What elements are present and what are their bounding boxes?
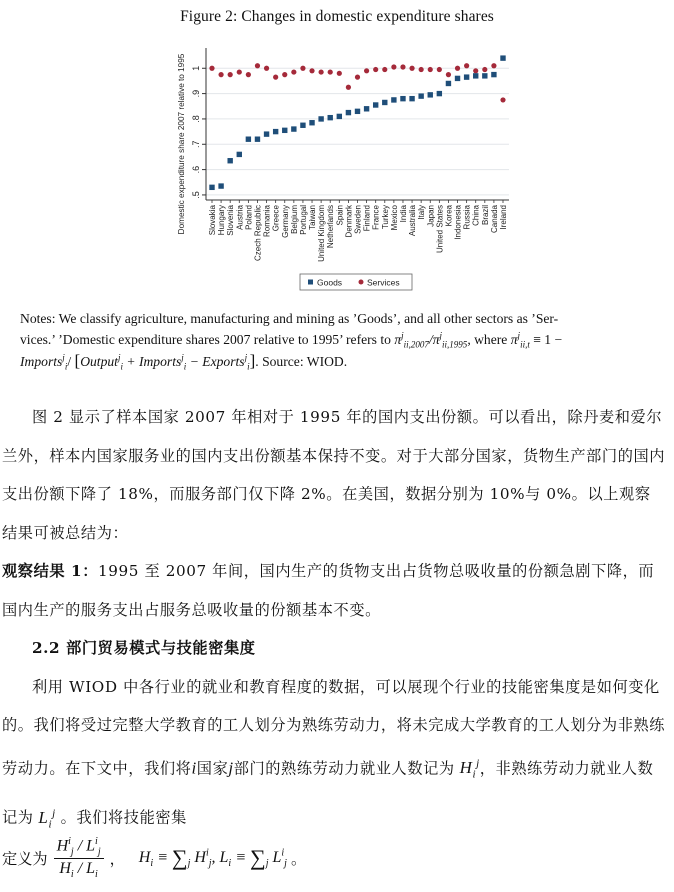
x-tick-label: Brazil xyxy=(480,205,490,226)
x-tick-label: Spain xyxy=(335,205,345,226)
services-point xyxy=(319,69,324,74)
goods-point xyxy=(418,93,423,98)
x-tick-label: Ireland xyxy=(499,205,508,230)
notes-minus-exports: − Exports xyxy=(189,354,245,369)
formula-suffix: 。 xyxy=(290,849,307,868)
services-point xyxy=(428,67,433,72)
figure-title: Figure 2: Changes in domestic expenditure shares xyxy=(180,8,494,25)
goods-point xyxy=(246,137,251,142)
services-point xyxy=(209,66,214,71)
x-tick-label: Australia xyxy=(408,205,418,237)
services-point xyxy=(346,85,351,90)
scatter-chart xyxy=(170,40,515,300)
y-tick-label: .6 xyxy=(191,165,201,174)
goods-point xyxy=(473,73,478,78)
goods-point xyxy=(227,158,232,163)
goods-point xyxy=(209,185,214,190)
x-tick-label: Slovakia xyxy=(208,205,217,236)
x-tick-label: Austria xyxy=(235,205,245,230)
goods-point xyxy=(346,110,351,115)
goods-point xyxy=(373,102,378,107)
notes-line-1: Notes: We classify agriculture, manufacturing and mining as ’Goods’, and all other sectors as ’Ser- xyxy=(20,311,559,326)
goods-point xyxy=(446,81,451,86)
x-tick-label: Mexico xyxy=(389,205,399,231)
x-tick-label: Slovenia xyxy=(226,205,236,236)
services-point xyxy=(337,71,342,76)
x-tick-label: Portugal xyxy=(298,205,308,235)
services-point xyxy=(437,67,442,72)
goods-point xyxy=(255,137,260,142)
x-tick-label: Netherlands xyxy=(326,205,336,249)
services-point xyxy=(282,72,287,77)
goods-point xyxy=(264,131,269,136)
services-point xyxy=(364,68,369,73)
skill-intensity-formula: 定义为 $\frac{H^i_j / L^i_j}{H_i / L_i}$ ， $H_i \equiv \sum_j$ $H^i_j$, $L_i \equiv \sum_j$ $L^i_j$ 。 xyxy=(2,835,307,881)
goods-point xyxy=(428,92,433,97)
services-point xyxy=(455,66,460,71)
goods-point xyxy=(337,114,342,119)
x-tick-label: Hungary xyxy=(217,205,227,236)
notes-source: . Source: WIOD. xyxy=(255,354,348,369)
x-tick-label: Taiwan xyxy=(308,205,318,230)
services-point xyxy=(482,67,487,72)
services-point xyxy=(391,64,396,69)
services-point xyxy=(491,63,496,68)
goods-point xyxy=(409,96,414,101)
goods-point xyxy=(309,120,314,125)
x-tick-label: Sweden xyxy=(353,205,363,234)
plot-area xyxy=(206,48,509,200)
x-tick-label: France xyxy=(371,205,381,230)
services-point xyxy=(273,75,278,80)
x-tick-label: Italy xyxy=(417,205,427,220)
notes-line-2c: ≡ 1 − xyxy=(533,332,563,347)
observation-1 xyxy=(2,552,666,629)
figure-notes: Notes: We classify agriculture, manufacturing and mining as ’Goods’, and all other sectors as ’Ser- vices.’ ’Domestic expenditure shares 2007 relative to 1995’ refers to $\pi^j_{ii,2007}/\pi^j_{ii,1995}$, where $\pi^j_{ii,t} \equiv 1$ − Imports$^j_i$/ [Output$^j_i$ + Imports$^j_i$ − Exports$^j_i$]. Source: WIOD. xyxy=(20,311,563,372)
legend-goods-label: Goods xyxy=(317,277,343,288)
notes-plus-imports: + Imports xyxy=(126,354,182,369)
goods-point xyxy=(273,129,278,134)
x-tick-label: United States xyxy=(435,205,445,254)
services-point xyxy=(328,69,333,74)
legend-services-label: Services xyxy=(367,277,400,288)
formula-sums: $H_i \equiv \sum_j$ $H^i_j$, $L_i \equiv \sum_j$ $L^i_j$ xyxy=(138,845,287,870)
notes-line-2b: , where xyxy=(467,332,508,347)
observation-label: 观察结果 1： xyxy=(2,562,98,580)
x-tick-label: Belgium xyxy=(289,205,299,234)
services-point xyxy=(291,69,296,74)
formula-fraction: $\frac{H^i_j / L^i_j}{H_i / L_i}$ xyxy=(54,836,104,881)
goods-point xyxy=(291,126,296,131)
x-tick-label: Canada xyxy=(489,205,499,234)
services-point xyxy=(246,72,251,77)
x-tick-label: Indonesia xyxy=(453,205,463,240)
goods-point xyxy=(318,116,323,121)
goods-point xyxy=(328,115,333,120)
paragraph-2: 利用 WIOD 中各行业的就业和教育程度的数据，可以展现个行业的技能密集度是如何变化的。我们将受过完整大学教育的工人划分为熟练劳动力，将未完成大学教育的工人划分为非熟练劳动力。在下文中，我们将i国家j部门的熟练劳动力就业人数记为 $H_i^j$，非熟练劳动力就业人数记为 $L_i^j$ 。我们将技能密集 xyxy=(2,677,666,831)
services-point xyxy=(446,72,451,77)
legend-goods-marker xyxy=(308,280,313,285)
observation-text: 1995 至 2007 年间，国内生产的货物支出占货物总吸收量的份额急剧下降，而国内生产的服务支出占服务总吸收量的份额基本不变。 xyxy=(2,562,655,619)
notes-imports: Imports xyxy=(20,354,63,369)
services-point xyxy=(309,68,314,73)
services-point xyxy=(255,63,260,68)
x-tick-label: Korea xyxy=(444,205,454,227)
services-point xyxy=(400,64,405,69)
section-heading: 2.2 部门贸易模式与技能密集度 xyxy=(32,639,256,657)
goods-point xyxy=(355,109,360,114)
formula-prefix: 定义为 xyxy=(2,849,48,868)
x-tick-label: United Kingdom xyxy=(317,205,327,262)
x-tick-label: Japan xyxy=(426,205,436,227)
services-point xyxy=(373,67,378,72)
paragraph-1: 图 2 显示了样本国家 2007 年相对于 1995 年的国内支出份额。可以看出，除丹麦和爱尔兰外，样本内国家服务业的国内支出份额基本保持不变。对于大部分国家，货物生产部门的国内支出份额下降了 18%，而服务部门仅下降 2%。在美国，数据分别为 10%与 0%。以上观察结果可被总结为： xyxy=(2,408,666,542)
y-tick-label: 1 xyxy=(191,65,201,71)
goods-point xyxy=(491,72,496,77)
body-text xyxy=(2,398,666,844)
x-tick-label: Czech Republic xyxy=(253,205,263,262)
goods-point xyxy=(391,97,396,102)
notes-line-2a: vices.’ ’Domestic expenditure shares 2007 relative to 1995’ refers to xyxy=(20,332,391,347)
goods-point xyxy=(300,123,305,128)
y-tick-label: .5 xyxy=(191,191,201,199)
services-point xyxy=(409,66,414,71)
x-tick-label: China xyxy=(471,205,481,226)
x-tick-label: Finland xyxy=(362,205,372,232)
services-point xyxy=(500,97,505,102)
x-tick-label: Romania xyxy=(262,205,272,238)
x-tick-label: Russia xyxy=(462,205,472,230)
y-tick-label: .8 xyxy=(191,115,201,123)
goods-point xyxy=(364,106,369,111)
goods-point xyxy=(400,96,405,101)
services-point xyxy=(473,68,478,73)
legend-services-marker xyxy=(359,280,364,285)
services-point xyxy=(300,66,305,71)
services-point xyxy=(218,72,223,77)
y-tick-label: .9 xyxy=(191,89,201,98)
x-tick-label: India xyxy=(398,205,408,223)
x-tick-label: Poland xyxy=(244,205,254,230)
goods-point xyxy=(218,183,223,188)
notes-output: Output xyxy=(80,354,118,369)
services-point xyxy=(464,63,469,68)
goods-point xyxy=(382,100,387,105)
x-tick-label: Denmark xyxy=(344,205,354,238)
services-point xyxy=(355,75,360,80)
goods-point xyxy=(482,73,487,78)
x-tick-label: Turkey xyxy=(380,205,390,230)
goods-point xyxy=(237,152,242,157)
goods-point xyxy=(282,128,287,133)
services-point xyxy=(237,69,242,74)
services-point xyxy=(382,67,387,72)
x-tick-label: Greece xyxy=(271,205,281,232)
goods-point xyxy=(464,74,469,79)
x-tick-label: Germany xyxy=(280,205,290,238)
goods-point xyxy=(437,91,442,96)
services-point xyxy=(419,67,424,72)
goods-point xyxy=(500,55,505,60)
goods-point xyxy=(455,76,460,81)
services-point xyxy=(264,66,269,71)
y-axis-label: Domestic expenditure share 2007 relative to 1995 xyxy=(177,53,186,235)
services-point xyxy=(228,72,233,77)
y-tick-label: .7 xyxy=(191,140,201,149)
